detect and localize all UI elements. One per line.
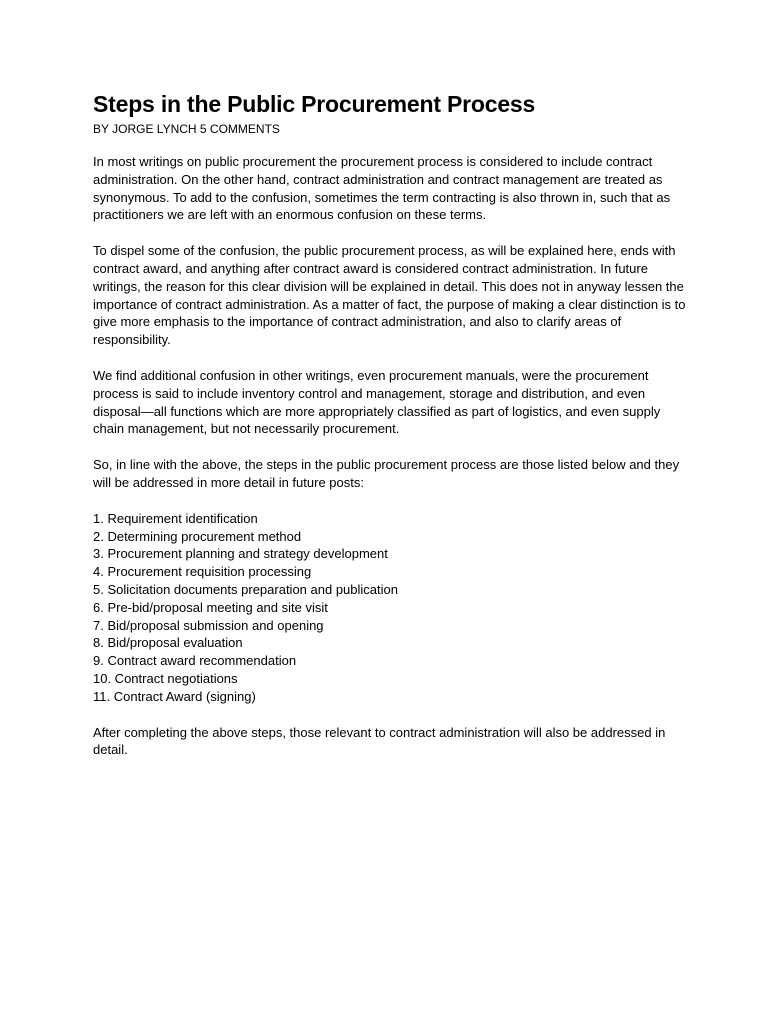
list-item: 7. Bid/proposal submission and opening — [93, 617, 324, 633]
list-item: 3. Procurement planning and strategy development — [93, 546, 388, 562]
list-item: 11. Contract Award (signing) — [93, 688, 256, 704]
list-item: 8. Bid/proposal evaluation — [93, 635, 243, 651]
document-title: Steps in the Public Procurement Process — [93, 91, 536, 117]
list-item: 6. Pre-bid/proposal meeting and site visit — [93, 599, 328, 615]
paragraph: In most writings on public procurement the procurement process is considered to include contract administration. On the other hand, contract administration and contract management are treated as synonymous. To add to the confusion, sometimes the term contracting is also thrown in, such that as practitioners we are left with an enormous confusion on these terms. — [93, 154, 671, 223]
list-item: 10. Contract negotiations — [93, 670, 238, 686]
author-byline: BY JORGE LYNCH 5 COMMENTS — [93, 122, 280, 136]
paragraph: To dispel some of the confusion, the public procurement process, as will be explained here, ends with contract award, and anything after contract award is considered contract administration. In future writings, the reason for this clear division will be explained in detail. This does not in anyway lessen the importance of contract administration. As a matter of fact, the purpose of making a clear distinction is to give more emphasis to the importance of contract administration, and also to clarify areas of responsibility. — [93, 243, 686, 348]
list-item: 5. Solicitation documents preparation and publication — [93, 581, 398, 597]
list-item: 1. Requirement identification — [93, 510, 258, 526]
paragraph: So, in line with the above, the steps in the public procurement process are those listed below and they will be addressed in more detail in future posts: — [93, 457, 680, 490]
paragraph: We find additional confusion in other writings, even procurement manuals, were the procurement process is said to include inventory control and management, storage and distribution, and even disposal—all functions which are more appropriately classified as part of logistics, and even supply chain management, but not necessarily procurement. — [93, 367, 661, 437]
document-page — [93, 88, 693, 777]
list-item: 9. Contract award recommendation — [93, 653, 297, 669]
list-item: 4. Procurement requisition processing — [93, 564, 312, 580]
closing-paragraph: After completing the above steps, those relevant to contract administration will also be addressed in detail. — [93, 724, 666, 758]
steps-list — [93, 510, 693, 706]
list-item: 2. Determining procurement method — [93, 528, 302, 544]
